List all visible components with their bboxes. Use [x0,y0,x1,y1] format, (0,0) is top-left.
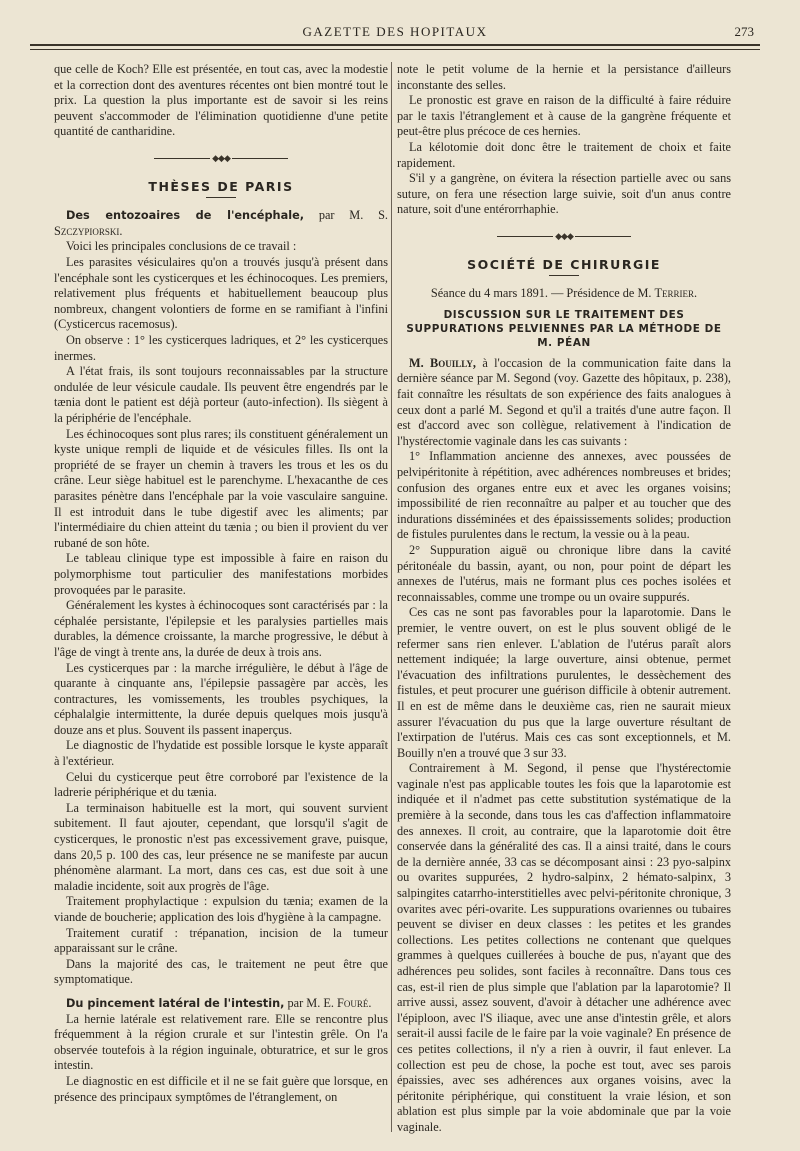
paragraph: 1° Inflammation ancienne des annexes, avec poussées de pelvipéritonite à répétition, avec adhérences nombreuses et brides; confusion des organes entre eux et avec les organes voisins; impossibilité de rien reconnaître au palper et au toucher que des indurations disséminées et des épaississements solides; production de fistules purulentes dans le rectum, la vessie ou à la peau. [397,449,731,542]
author-prefix: par M. E. [284,995,337,1010]
paragraph [397,356,731,450]
paragraph: Celui du cysticerque peut être corroboré par l'existence de la ladrerie périphérique et du tænia. [54,769,388,800]
section-rule [549,275,579,276]
paragraph: note le petit volume de la hernie et la persistance d'ailleurs inconstante des selles. [397,62,731,92]
paragraph: La hernie latérale est relativement rare. Elle se rencontre plus fréquemment à la région crurale et sur l'intestin grêle. On l'a observée toutefois à la région inguinale, obturatrice, et sur le gros intestin. [54,1011,388,1073]
seance-line [397,286,731,302]
speaker-name: M. Bouilly, [409,355,476,370]
ornament-diamond-icon: ◆◆◆ [212,153,230,164]
section-rule [206,197,236,198]
paragraph: 2° Suppuration aiguë ou chronique libre dans la cavité péritonéale du bassin, ayant, ou non, pour point de départ les annexes de l'utérus, mais ne formant plus ces poches isolées et reconnaissables, comme une trompe ou un ovaire suppurés. [397,542,731,604]
ornament-diamond-icon: ◆◆◆ [555,231,573,242]
paragraph: Ces cas ne sont pas favorables pour la laparotomie. Dans le premier, le ventre ouvert, on est le plus souvent obligé de le refermer sans rien enlever. L'ablation de l'utérus paraît alors nettement indiquée; la large ouverture, ainsi obtenue, permet l'évacuation des infiltrations purulentes, le dessèchement des fistules, et peut procurer une guérison difficile à obtenir autrement. Il en est de même dans le deuxième cas, rien ne saurait mieux assurer l'évacuation du pus que la large ouverture résultant de l'extirpation de l'utérus. Mais ces cas sont exceptionnels, et M. Bouilly n'en a trouvé que 3 sur 33. [397,605,731,760]
author-name: Szczypiorski. [54,223,123,238]
paragraph: Contrairement à M. Segond, il pense que l'hystérectomie vaginale n'est pas applicable toutes les fois que la laparotomie est indiquée et il n'admet pas cette substitution systématique de la première à la seconde, dans tous les cas d'affection inflammatoire des annexes. Il croit, au contraire, que la laparotomie doit être conservée dans la généralité des cas. Il a ainsi traité, dans le cours de la dernière année, 33 cas se décomposant ainsi : 23 pyo-salpinx ou ovarites suppurées, 2 hydro-salpinx, 2 hémato-salpinx, 3 salpingites catarrho-interstitielles avec pelvi-péritonite chronique, 3 ovarites avec péri-ovarite. Les suppurations ovariennes ou tubaires peuvent se diviser en deux classes : les petites et les grandes collections. Les petites collections ne contenant que quelques grammes à quelques cuillerées à bouche de pus, n'ayant que des adhérences peu solides, sont faciles à reconnaître. Dans tous ces cas, est-il rien de plus simple que l'ablation par la laparotomie? Il arrive aussi, assez souvent, d'avoir à détacher une adhérence avec l'épiploon, avec l'S iliaque, avec une anse d'intestin grêle, et alors serait-il aussi facile de le faire par la voie vaginale? En présence de ces petites collections, il n'y a rien à ouvrir, il faut enlever. La collection est peu de chose, la poche est tout, avec ses parois épaissies, avec ses adhérences aux organes voisins, avec la péritonite périphérique, qui constituent la vraie lésion, et son ablation est plus simple par la voie abdominale que par la voie vaginale. [397,761,731,1134]
ornament-divider [54,151,388,167]
paragraph: On observe : 1° les cysticerques ladriques, et 2° les cysticerques inermes. [54,333,388,363]
paragraph: S'il y a gangrène, on évitera la résection partielle avec ou sans suture, on fera une résection large suivie, soit d'un anus contre nature, soit d'une entérorrhaphie. [397,171,731,217]
paragraph: Traitement curatif : trépanation, incision de la tumeur apparaissant sur le crâne. [54,925,388,956]
paragraph: Généralement les kystes à échinocoques sont caractérisés par : la céphalée persistante, l'épilepsie et les paralysies partielles mais durables, la démence croissante, la marche progressive, le début à l'âge de vingt à trente ans, la durée de deux à trois ans. [54,598,388,659]
ornament-bar [154,158,210,159]
paragraph: La kélotomie doit donc être le traitement de choix et faite rapidement. [397,139,731,170]
ornament-bar [575,236,631,237]
paragraph: Le diagnostic de l'hydatide est possible lorsque le kyste apparaît à l'extérieur. [54,738,388,769]
section-title-societe: SOCIÉTÉ DE CHIRURGIE [467,256,661,272]
paragraph: Les cysticerques par : la marche irrégulière, le début à l'âge de quarante à cinquante ans, l'épilepsie passagère par accès, les contractures, les vomissements, les troubles psychiques, la céphalalgie intermittente, la durée depuis quelques mois jusqu'à douze ans et plus. Souvent ils passent inaperçus. [54,660,388,737]
section-title-theses: THÈSES DE PARIS [148,178,294,194]
article-heading [54,996,388,1012]
article-title: Du pincement latéral de l'intestin, [66,996,285,1010]
paragraph: Voici les principales conclusions de ce travail : [66,239,297,254]
paragraph: Le tableau clinique type est impossible à faire en raison du polymorphisme tout particulier des manifestations morbides provoquées par le parasite. [54,551,388,597]
page-header [30,22,760,44]
intro-paragraph: que celle de Koch? Elle est présentée, en tout cas, avec la modestie et la correction dont des aventures récentes ont bien montré tout le prix. La question la plus importante est de savoir si les reins peuvent s'accommoder de l'élimination quotidienne d'une petite quantité de cantharidine. [54,62,388,139]
paragraph: Les parasites vésiculaires qu'on a trouvés jusqu'à présent dans l'encéphale sont les cysticerques et les échinocoques. Les premiers, relativement plus fréquents et habituellement beaucoup plus nombreux, changent volontiers de forme en se ramifiant à l'infini (Cysticercus racemosus). [54,255,388,332]
author-prefix: par M. S. [304,208,388,223]
paragraph-text: à l'occasion de la communication faite dans la dernière séance par M. Segond (voy. Gazette des hôpitaux, p. 238), fait connaître les résultats de son expérience des faits analogues à ceux dont a parlé M. Segond et qu'il a traités d'une autre façon. Il est d'accord avec son collègue, relativement à l'indication de l'hystérectomie vaginale dans les cas suivants : [397,355,731,448]
article-title: Des entozoaires de l'encéphale, [66,209,305,223]
header-rule-thick [30,44,760,46]
paragraph: A l'état frais, ils sont toujours reconnaissables par la structure ondulée de leur vésicule caudale. Ils peuvent être engendrés par le tænia dont le patient est déjà porteur (auto-infection). Ils siègent à la périphérie de l'encéphale. [54,364,388,426]
page-number: 273 [734,24,754,39]
left-column [54,62,388,1142]
paragraph: Le diagnostic en est difficile et il ne se fait guère que lorsque, en présence des principaux symptômes de l'étranglement, on [54,1073,388,1104]
ornament-divider [397,229,731,245]
paragraph: Les échinocoques sont plus rares; ils constituent généralement un kyste unique rempli de liquide et de vésicules filles. Ils ont la propriété de se frayer un chemin à travers les trous et les os du crâne. Leur siège habituel est le parenchyme. L'hexacanthe de ces parasites pénètre dans l'encéphale par la voie vasculaire sanguine. Il est introduit dans le tube digestif avec les aliments; par l'intermédiaire du chien atteint du tænia ; ou bien il provient du ver rubané de son hôte. [54,426,388,550]
president-name: Terrier. [654,286,698,301]
paragraph: Le pronostic est grave en raison de la difficulté à faire réduire par le taxis l'étranglement et à cause de la gangrène fréquente et peut-être plus précoce de ces hernies. [397,93,731,139]
ornament-bar [497,236,553,237]
ornament-bar [232,158,288,159]
discussion-title: DISCUSSION SUR LE TRAITEMENT DES SUPPURATIONS PELVIENNES PAR LA MÉTHODE DE M. PÉAN [406,308,722,349]
paragraph: La terminaison habituelle est la mort, qui souvent survient subitement. Il faut ajouter, cependant, que lorsqu'il s'agit de cysticerques, le pronostic n'est pas excessivement grave, puisque, dans 20,5 p. 100 des cas, leur présence ne se manifeste par aucun phénomène alarmant. La mort, dans ces cas, est due soit à une maladie incidente, soit aux progrès de l'âge. [54,800,388,893]
column-divider [391,62,392,1132]
article-heading [54,208,388,239]
journal-title: GAZETTE DES HOPITAUX [302,24,488,39]
seance-text: Séance du 4 mars 1891. — Présidence de M. [430,286,655,301]
author-name: Fouré. [337,995,372,1010]
right-column [397,62,731,1142]
paragraph: Traitement prophylactique : expulsion du tænia; examen de la viande de boucherie; application des lois d'hygiène à la campagne. [54,894,388,925]
header-rule-thin [30,49,760,50]
paragraph: Dans la majorité des cas, le traitement ne peut être que symptomatique. [54,956,388,987]
